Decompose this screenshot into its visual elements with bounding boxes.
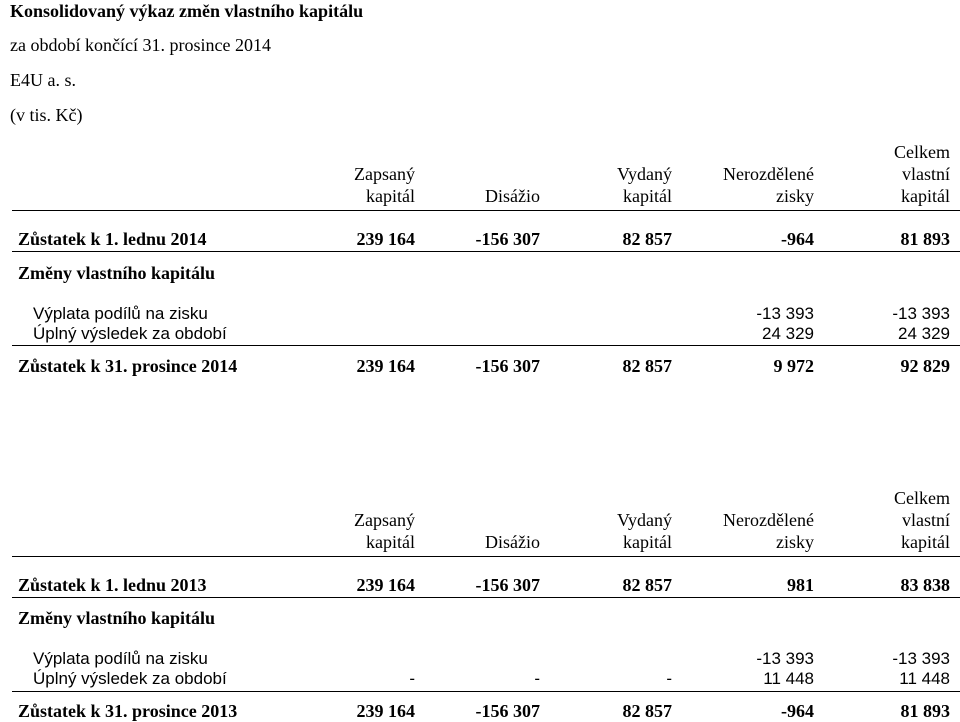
cell-dividends-nerozdelene: -13 393 — [756, 304, 814, 323]
col-header-vydany-line2: kapitál — [623, 532, 672, 552]
col-header-vydany-line1: Vydaný — [617, 510, 672, 530]
row-label-dividends: Výplata podílů na zisku — [33, 304, 208, 323]
cell-closing-vydany: 82 857 — [622, 356, 672, 376]
col-header-vydany-line1: Vydaný — [617, 164, 672, 184]
col-header-celkem-line2: vlastní — [902, 510, 950, 530]
cell-opening-disazio: -156 307 — [475, 575, 540, 595]
header-rule — [12, 556, 960, 557]
cell-closing-celkem: 92 829 — [900, 356, 950, 376]
col-header-nerozdelene-line2: zisky — [776, 532, 814, 552]
cell-dividends-nerozdelene: -13 393 — [756, 649, 814, 668]
col-header-zapsany-line1: Zapsaný — [354, 510, 415, 530]
cell-dividends-celkem: -13 393 — [892, 304, 950, 323]
row-rule — [12, 597, 960, 598]
cell-income-nerozdelene: 11 448 — [763, 669, 814, 688]
cell-closing-nerozdelene: -964 — [781, 701, 814, 721]
row-rule — [12, 345, 960, 346]
cell-income-vydany: - — [666, 669, 672, 688]
cell-closing-disazio: -156 307 — [475, 701, 540, 721]
row-label-closing: Zůstatek k 31. prosince 2013 — [18, 701, 238, 721]
cell-dividends-celkem: -13 393 — [892, 649, 950, 668]
col-header-vydany-line2: kapitál — [623, 186, 672, 206]
document-title: Konsolidovaný výkaz změn vlastního kapitálu — [10, 1, 364, 21]
col-header-celkem-line1: Celkem — [894, 488, 950, 508]
cell-opening-nerozdelene: -964 — [781, 229, 814, 249]
cell-income-nerozdelene: 24 329 — [762, 324, 814, 343]
col-header-celkem-line2: vlastní — [902, 164, 950, 184]
col-header-zapsany-line2: kapitál — [366, 186, 415, 206]
row-label-dividends: Výplata podílů na zisku — [33, 649, 208, 668]
cell-opening-nerozdelene: 981 — [787, 575, 814, 595]
cell-closing-celkem: 81 893 — [900, 701, 950, 721]
row-rule — [12, 251, 960, 252]
cell-opening-zapsany: 239 164 — [356, 229, 415, 249]
cell-closing-zapsany: 239 164 — [356, 356, 415, 376]
cell-closing-vydany: 82 857 — [622, 701, 672, 721]
row-rule — [12, 691, 960, 692]
cell-opening-vydany: 82 857 — [622, 229, 672, 249]
col-header-zapsany-line2: kapitál — [366, 532, 415, 552]
cell-income-celkem: 24 329 — [898, 324, 950, 343]
row-label-opening: Zůstatek k 1. lednu 2014 — [18, 229, 207, 249]
cell-income-zapsany: - — [409, 669, 415, 688]
row-label-changes: Změny vlastního kapitálu — [18, 263, 216, 283]
row-label-total-income: Úplný výsledek za období — [33, 324, 227, 343]
unit-label: (v tis. Kč) — [10, 105, 83, 125]
company-name: E4U a. s. — [10, 70, 76, 90]
header-rule — [12, 210, 960, 211]
cell-opening-disazio: -156 307 — [475, 229, 540, 249]
col-header-celkem-line1: Celkem — [894, 142, 950, 162]
cell-income-celkem: 11 448 — [899, 669, 950, 688]
cell-opening-zapsany: 239 164 — [356, 575, 415, 595]
row-label-total-income: Úplný výsledek za období — [33, 669, 227, 688]
cell-opening-celkem: 83 838 — [900, 575, 950, 595]
col-header-nerozdelene-line1: Nerozdělené — [723, 510, 814, 530]
col-header-disazio: Disážio — [485, 532, 540, 552]
row-label-closing: Zůstatek k 31. prosince 2014 — [18, 356, 238, 376]
col-header-nerozdelene-line2: zisky — [776, 186, 814, 206]
cell-closing-nerozdelene: 9 972 — [773, 356, 814, 376]
period-label: za období končící 31. prosince 2014 — [10, 35, 271, 55]
cell-opening-vydany: 82 857 — [622, 575, 672, 595]
col-header-celkem-line3: kapitál — [901, 186, 950, 206]
row-label-changes: Změny vlastního kapitálu — [18, 608, 216, 628]
row-label-opening: Zůstatek k 1. lednu 2013 — [18, 575, 207, 595]
col-header-nerozdelene-line1: Nerozdělené — [723, 164, 814, 184]
cell-closing-zapsany: 239 164 — [356, 701, 415, 721]
col-header-zapsany-line1: Zapsaný — [354, 164, 415, 184]
cell-income-disazio: - — [534, 669, 540, 688]
col-header-disazio: Disážio — [485, 186, 540, 206]
cell-closing-disazio: -156 307 — [475, 356, 540, 376]
col-header-celkem-line3: kapitál — [901, 532, 950, 552]
cell-opening-celkem: 81 893 — [900, 229, 950, 249]
